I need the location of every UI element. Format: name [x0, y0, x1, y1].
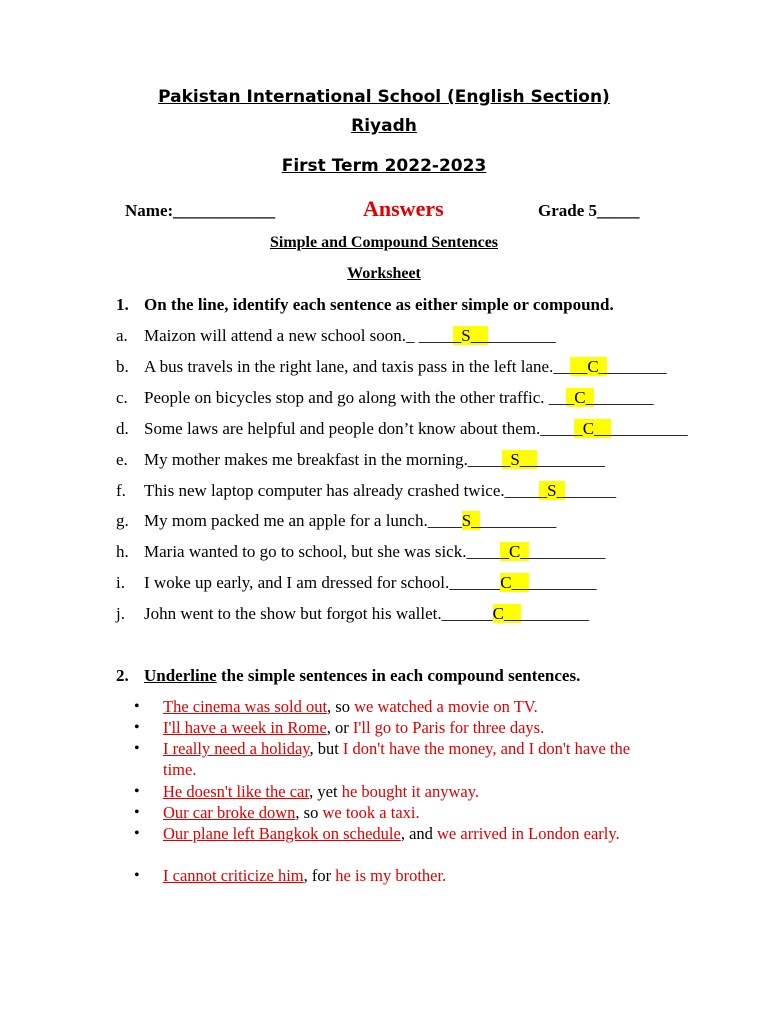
bullet-item: • He doesn't like the car, yet he bought it anyway.	[138, 781, 658, 802]
list-item: g. My mom packed me an apple for a lunch.____S__________	[116, 511, 557, 530]
answer-blank[interactable]: _C__	[574, 419, 612, 438]
term-title: First Term 2022-2023	[281, 156, 487, 176]
list-item: b. A bus travels in the right lane, and taxis pass in the left lane.____C________	[116, 357, 667, 376]
list-item: e. My mother makes me breakfast in the morning._____S__________	[116, 450, 605, 469]
question-instruction: the simple sentences in each compound sentences.	[216, 666, 581, 685]
question-number: 2.	[116, 666, 129, 685]
answer-blank[interactable]: _S__	[501, 450, 537, 469]
bullet-item: • I really need a holiday, but I don't have the money, and I don't have the time.	[138, 738, 658, 780]
answer-blank[interactable]: C__	[500, 573, 529, 592]
bullet-item: • Our car broke down, so we took a taxi.	[138, 802, 658, 823]
worksheet-subtitle: Worksheet	[347, 265, 421, 282]
question-1	[116, 295, 614, 315]
answer-blank[interactable]: _S_	[538, 481, 566, 500]
list-item: d. Some laws are helpful and people don’t know about them._____C___________	[116, 419, 688, 438]
answer-blank[interactable]: C__	[492, 604, 521, 623]
answer-blank[interactable]: _C_	[565, 388, 595, 407]
school-city: Riyadh	[351, 116, 417, 136]
question-instruction-underline: Underline	[144, 666, 217, 685]
list-item: c. People on bicycles stop and go along with the other traffic. ___C________	[116, 388, 654, 407]
question-2	[116, 666, 580, 686]
list-item: a. Maizon will attend a new school soon._ _____S__________	[116, 326, 556, 345]
answer-blank[interactable]: _S__	[452, 326, 488, 345]
list-item: f. This new laptop computer has already crashed twice._____S_______	[116, 481, 617, 500]
bullet-item: • The cinema was sold out, so we watched a movie on TV.	[138, 696, 658, 717]
name-label: Name:____________	[125, 201, 276, 220]
question-number: 1.	[116, 295, 129, 314]
grade-label: Grade 5_____	[538, 201, 640, 220]
list-item: h. Maria wanted to go to school, but she was sick._____C__________	[116, 542, 606, 561]
bullet-item: • I'll have a week in Rome, or I'll go to Paris for three days.	[138, 717, 658, 738]
list-item: j. John went to the show but forgot his wallet.______C__________	[116, 604, 589, 623]
answer-blank[interactable]: __C_	[570, 357, 608, 376]
answers-label: Answers	[363, 196, 444, 221]
bullet-item: • I cannot criticize him, for he is my brother.	[138, 865, 658, 886]
question-instruction: On the line, identify each sentence as either simple or compound.	[144, 295, 614, 314]
worksheet-topic: Simple and Compound Sentences	[269, 234, 499, 251]
answer-blank[interactable]: S_	[461, 511, 480, 530]
school-name: Pakistan International School (English Section)	[158, 87, 610, 107]
bullet-item: • Our plane left Bangkok on schedule, and we arrived in London early.	[138, 823, 658, 844]
answer-blank[interactable]: _C_	[500, 542, 529, 561]
list-item: i. I woke up early, and I am dressed for school.______C__________	[116, 573, 597, 592]
